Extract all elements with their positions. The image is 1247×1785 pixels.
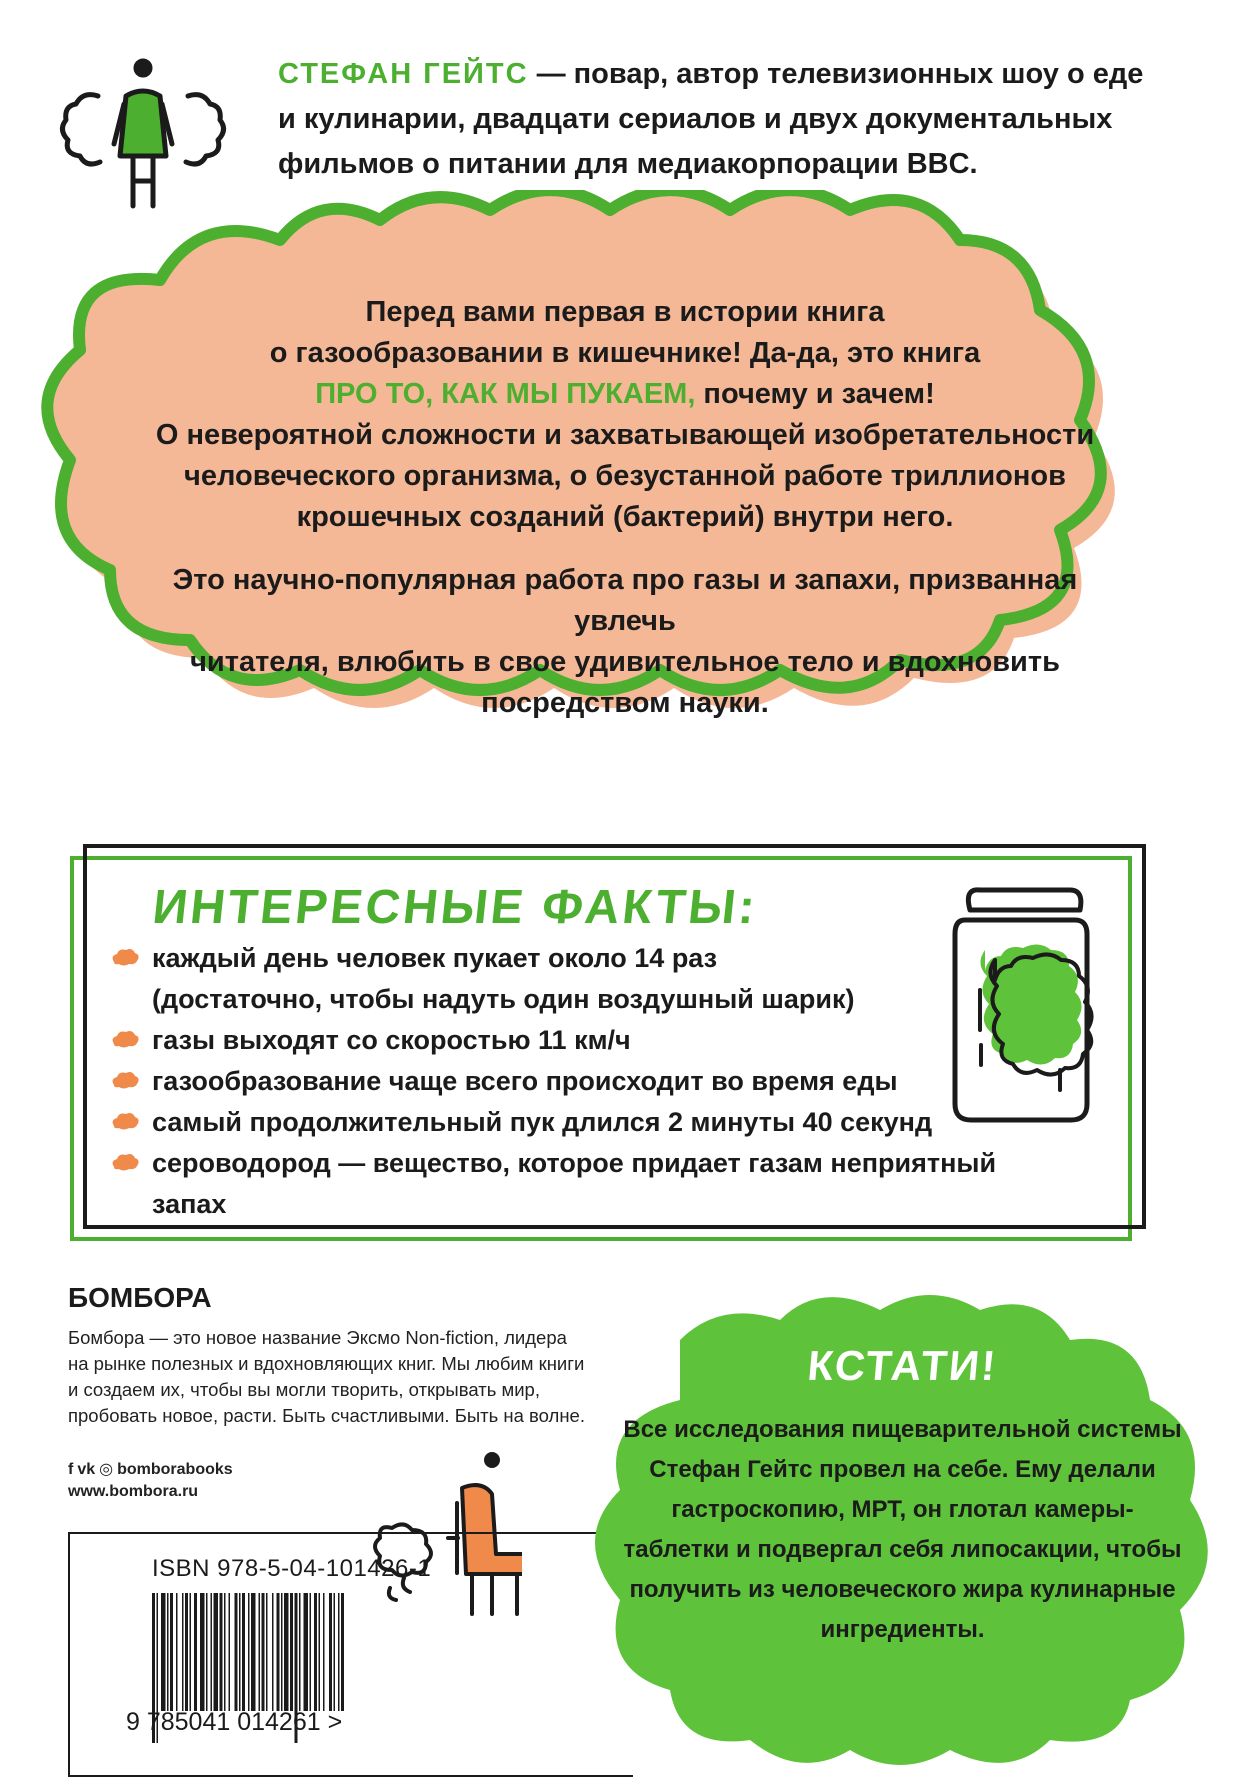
author-desc-3: фильмов о питании для медиакорпорации BBC. [278, 148, 978, 180]
barcode-bar [185, 1593, 188, 1711]
barcode-bar [220, 1593, 223, 1711]
barcode-bar [262, 1593, 265, 1711]
fact-text: сероводород — вещество, которое придает газам неприятный запах [152, 1148, 997, 1219]
orange-cloud-bullet-icon [110, 1071, 140, 1091]
barcode-bar [214, 1593, 219, 1711]
barcode-bar [182, 1593, 184, 1711]
fact-text: газообразование чаще всего происходит во время еды [152, 1066, 898, 1096]
publisher-name: БОМБОРА [68, 1282, 212, 1313]
barcode-bar [229, 1593, 231, 1711]
barcode-bar [310, 1593, 312, 1711]
cloud-line: Перед вами первая в истории книга [365, 296, 885, 328]
barcode-bar [224, 1593, 226, 1711]
cloud-highlight: ПРО ТО, КАК МЫ ПУКАЕМ, [315, 378, 696, 410]
cloud-line: посредством науки. [481, 687, 769, 719]
barcode-bar [170, 1593, 173, 1711]
barcode-bar [259, 1593, 261, 1711]
orange-cloud-bullet-icon [110, 1112, 140, 1132]
publisher-website[interactable]: www.bombora.ru [68, 1483, 199, 1500]
barcode-bar [211, 1593, 213, 1711]
fact-item [110, 938, 1030, 1020]
barcode-digits: 9 785041 014261 > [126, 1708, 343, 1736]
fact-text: самый продолжительный пук длился 2 минуты 40 секунд [152, 1107, 933, 1137]
barcode-bar [329, 1593, 332, 1711]
barcode-bar [206, 1593, 208, 1711]
cloud-line-rest: почему и зачем! [695, 378, 935, 410]
cloud-line: Это научно-популярная работа про газы и запахи, призванная увлечь [172, 564, 1078, 637]
barcode-bar [334, 1593, 336, 1711]
fact-item [110, 1061, 1030, 1102]
barcode-bar [319, 1593, 321, 1711]
barcode-bar [299, 1593, 301, 1711]
cloud-line: О невероятной сложности и захватывающей изобретательности [155, 419, 1095, 451]
social-handle[interactable]: bomborabooks [117, 1461, 233, 1478]
cloud-line [120, 374, 1130, 415]
facebook-icon[interactable]: f [68, 1461, 74, 1478]
jar-icon [935, 880, 1105, 1130]
barcode-bar [277, 1593, 280, 1711]
barcode-bar [248, 1593, 250, 1711]
barcode-bar [290, 1593, 293, 1711]
barcode-bar [167, 1593, 169, 1711]
orange-cloud-bullet-icon [110, 1030, 140, 1050]
instagram-icon[interactable]: ◎ [99, 1461, 114, 1478]
fact-text: газы выходят со скоростью 11 км/ч [152, 1025, 631, 1055]
barcode-bar [239, 1593, 241, 1711]
barcode-bar [304, 1593, 309, 1711]
barcode-bar [200, 1593, 205, 1711]
author-desc-2: и кулинарии, двадцати сериалов и двух документальных [278, 103, 1113, 135]
barcode-bar [235, 1593, 238, 1711]
barcode-bar [281, 1593, 283, 1711]
barcode-bar [242, 1593, 245, 1711]
barcode-bar [251, 1593, 256, 1711]
sidebar-text: Все исследования пищеварительной системы Стефан Гейтс провел на себе. Ему делали гастроскопию, МРТ, он глотал камеры-таблетки и подвергал себя липосакции, чтобы получить из человеческого жира кулинарные ингредиенты. [623, 1416, 1182, 1643]
fact-item [110, 1143, 1030, 1225]
cloud-line: читателя, влюбить в свое удивительное тело и вдохновить [190, 646, 1060, 678]
barcode-bar [341, 1593, 344, 1711]
barcode-bar [266, 1593, 268, 1711]
vk-icon[interactable]: vk [77, 1461, 96, 1478]
fact-text-continuation: (достаточно, чтобы надуть один воздушный шарик) [152, 984, 855, 1014]
cloud-paragraph-2 [120, 560, 1130, 724]
fact-text: каждый день человек пукает около 14 раз [152, 943, 718, 973]
author-desc-1: — повар, автор телевизионных шоу о еде [528, 58, 1144, 90]
facts-title: ИНТЕРЕСНЫЕ ФАКТЫ: [150, 881, 761, 934]
barcode-bar [323, 1593, 325, 1711]
barcode-bar [190, 1593, 192, 1711]
barcode-bar [284, 1593, 289, 1711]
isbn-label: ISBN 978-5-04-101426-1 [152, 1555, 432, 1582]
fact-item [110, 1102, 1030, 1143]
facts-list [110, 938, 1030, 1225]
author-bio [278, 52, 1178, 187]
sidebar-title: КСТАТИ! [805, 1342, 1000, 1389]
orange-cloud-bullet-icon [110, 1153, 140, 1173]
social-links[interactable] [68, 1459, 233, 1479]
barcode-bar [314, 1593, 317, 1711]
fact-item [110, 1020, 1030, 1061]
orange-cloud-bullet-icon [110, 948, 140, 968]
cloud-line: о газообразовании в кишечнике! Да-да, это книга [269, 337, 981, 369]
barcode-bar [194, 1593, 197, 1711]
author-name: СТЕФАН ГЕЙТС [278, 58, 529, 90]
barcode-bar [161, 1593, 166, 1711]
barcode-bar [176, 1593, 178, 1711]
barcode-bar [272, 1593, 274, 1711]
cloud-text [120, 292, 1130, 724]
barcode-bar [338, 1593, 340, 1711]
publisher-description: Бомбора — это новое название Эксмо Non-fiction, лидера на рынке полезных и вдохновляющих книг. Мы любим книги и создаем их, чтобы вы могли творить, открывать мир, пробовать новое, расти. Быть счастливыми. Быть на волне. [68, 1327, 585, 1426]
cloud-line: человеческого организма, о безустанной работе триллионов [184, 460, 1066, 492]
cloud-line: крошечных созданий (бактерий) внутри него. [296, 501, 954, 533]
